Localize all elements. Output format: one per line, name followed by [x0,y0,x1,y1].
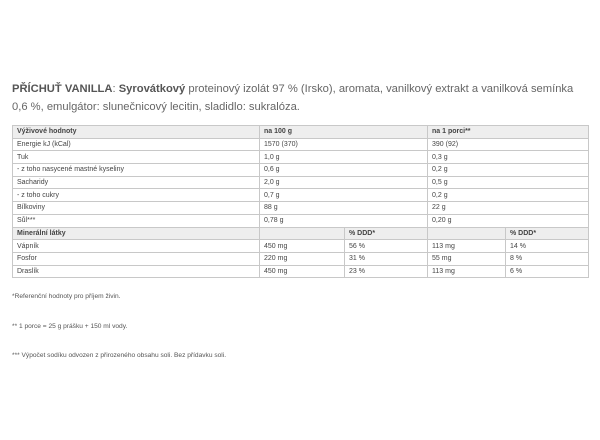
ingredients-text [12,80,588,116]
mineral-ddd-portion: 6 % [506,265,589,278]
row-per100: 0,7 g [260,189,428,202]
table-row [13,265,589,278]
mineral-ddd-portion: 14 % [506,240,589,253]
table-row [13,240,589,253]
ingredients-body: proteinový izolát 97 % (Irsko), aromata, vanilkový extrakt a vanilková semínka 0,6 %, emulgátor: slunečnicový lecitin, sladidlo: sukralóza. [12,83,574,113]
flavor-label: PŘÍCHUŤ VANILLA [12,83,113,95]
row-per-portion: 0,5 g [428,176,589,189]
minerals-header-empty-1 [260,227,345,240]
minerals-header-ddd-portion: % DDD* [506,227,589,240]
row-label: - z toho nasycené mastné kyseliny [13,164,260,177]
row-per-portion: 390 (92) [428,138,589,151]
row-per100: 0,78 g [260,214,428,227]
table-row [13,189,589,202]
minerals-header-ddd-100g: % DDD* [345,227,428,240]
mineral-label: Fosfor [13,252,260,265]
mineral-per100: 220 mg [260,252,345,265]
mineral-ddd100: 56 % [345,240,428,253]
flavor-colon: : [112,83,119,95]
mineral-per100: 450 mg [260,265,345,278]
row-label: Tuk [13,151,260,164]
minerals-header-label: Minerální látky [13,227,260,240]
mineral-ddd-portion: 8 % [506,252,589,265]
nutrition-header-row [13,126,589,139]
row-label: Sůl*** [13,214,260,227]
row-per100: 88 g [260,202,428,215]
minerals-header-row [13,227,589,240]
ingredients-lead-word: Syrovátkový [118,83,186,95]
header-nutrition-label: Výživové hodnoty [13,126,260,139]
row-label: Bílkoviny [13,202,260,215]
row-label: - z toho cukry [13,189,260,202]
nutrition-table [12,125,589,278]
mineral-label: Draslík [13,265,260,278]
mineral-ddd100: 23 % [345,265,428,278]
row-per100: 0,6 g [260,164,428,177]
header-per-portion: na 1 porci** [428,126,589,139]
row-label: Energie kJ (kCal) [13,138,260,151]
table-row [13,176,589,189]
footnote-portion: ** 1 porce = 25 g prášku + 150 ml vody. [12,323,128,330]
row-per-portion: 0,20 g [428,214,589,227]
row-per100: 1,0 g [260,151,428,164]
mineral-ddd100: 31 % [345,252,428,265]
mineral-per-portion: 113 mg [428,265,506,278]
mineral-label: Vápník [13,240,260,253]
footnote-reference-values: *Referenční hodnoty pro příjem živin. [12,293,121,300]
table-row [13,252,589,265]
row-per-portion: 0,2 g [428,164,589,177]
row-per-portion: 0,2 g [428,189,589,202]
table-row [13,214,589,227]
mineral-per100: 450 mg [260,240,345,253]
table-row [13,164,589,177]
table-row [13,151,589,164]
table-row [13,202,589,215]
row-per100: 2,0 g [260,176,428,189]
minerals-header-empty-2 [428,227,506,240]
row-per-portion: 0,3 g [428,151,589,164]
mineral-per-portion: 55 mg [428,252,506,265]
table-row [13,138,589,151]
row-per100: 1570 (370) [260,138,428,151]
header-per-100g: na 100 g [260,126,428,139]
row-per-portion: 22 g [428,202,589,215]
row-label: Sacharidy [13,176,260,189]
mineral-per-portion: 113 mg [428,240,506,253]
footnote-salt: *** Výpočet sodíku odvozen z přirozeného obsahu soli. Bez přídavku soli. [12,352,227,359]
